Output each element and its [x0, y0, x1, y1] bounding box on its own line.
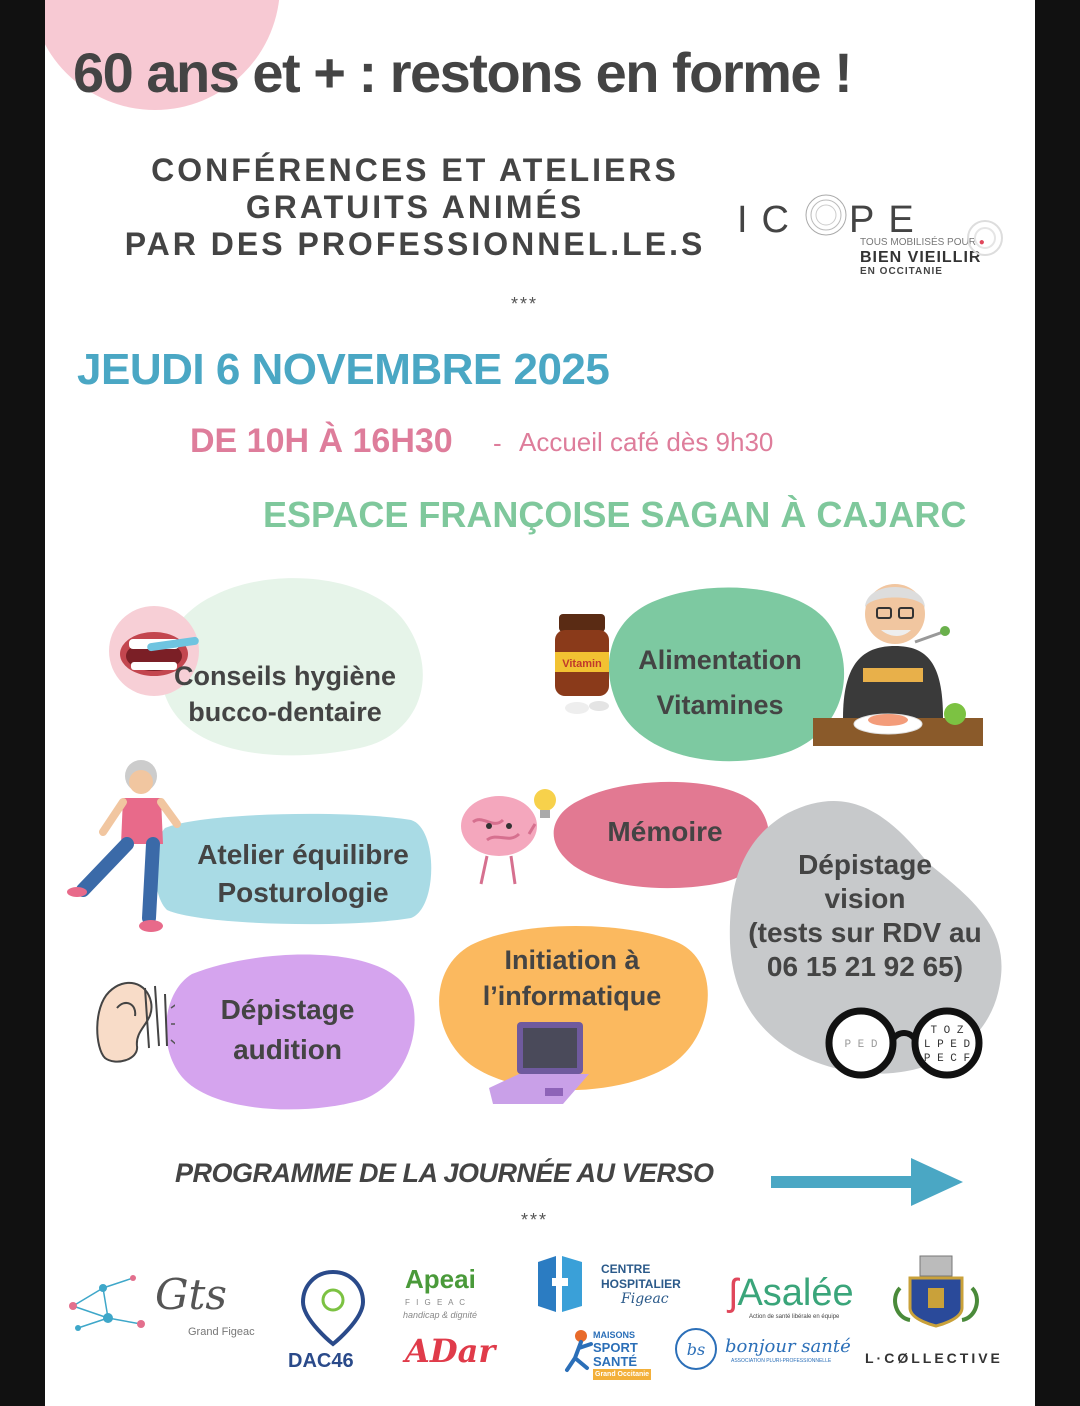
subtitle-line-2: GRATUITS ANIMÉS [245, 189, 585, 225]
msport-line-1: MAISONS [593, 1330, 636, 1340]
vision-line-1: Dépistage [798, 849, 932, 880]
bonjour-sante-logo: bonjour santé [725, 1336, 851, 1357]
ear-hand-icon [75, 968, 175, 1073]
hospital-line-3: Figeac [621, 1291, 669, 1307]
separator-top: *** [511, 294, 539, 314]
welcome-coffee: Accueil café dès 9h30 [519, 427, 774, 457]
gts-logo: Gts [155, 1270, 227, 1319]
subtitle-line-3: PAR DES PROFESSIONNEL.LE.S [124, 226, 706, 262]
hearing-line-2: audition [233, 1034, 342, 1065]
dental-line-2: bucco-dentaire [188, 697, 382, 727]
brain-icon [453, 784, 565, 890]
bonjour-sante-icon [673, 1326, 719, 1372]
icope-name-right: PE [849, 199, 928, 241]
bonjour-sante-tagline: ASSOCIATION PLURI-PROFESSIONNELLE [731, 1358, 832, 1364]
glasses-icon [825, 1005, 983, 1083]
computing-line-1: Initiation à [504, 945, 640, 975]
vision-line-4: 06 15 21 92 65) [766, 951, 964, 982]
icope-tagline-region: EN OCCITANIE [860, 266, 943, 277]
adar-logo: ADar [405, 1332, 496, 1370]
icope-name-left: IC [737, 199, 803, 241]
hearing-line-1: Dépistage [220, 994, 355, 1025]
vision-label [740, 848, 990, 984]
hours-dash: - [493, 428, 502, 458]
event-date: JEUDI 6 NOVEMBRE 2025 [77, 345, 610, 394]
icope-tagline-small: TOUS MOBILISÉS POUR [860, 237, 976, 248]
event-location: ESPACE FRANÇOISE SAGAN À CAJARC [263, 494, 967, 535]
msport-line-3: SANTÉ [593, 1354, 638, 1369]
memory-line-1: Mémoire [607, 816, 723, 847]
asalee-tagline: Action de santé libérale en équipe [749, 1314, 840, 1320]
maisons-sport-sante-logo [593, 1330, 651, 1380]
vitamin-jar-label: Vitamin [562, 658, 602, 670]
apeai-subtitle: F I G E A C [405, 1298, 468, 1307]
separator-bottom: *** [521, 1210, 549, 1230]
nutrition-line-1: Alimentation [638, 645, 802, 675]
page-title: 60 ans et + : restons en forme ! [73, 41, 852, 104]
hospital-line-2: HOSPITALIER [601, 1277, 681, 1291]
nutrition-label [610, 638, 830, 728]
event-hours: DE 10H À 16H30 [190, 422, 453, 460]
icope-logo [737, 192, 928, 242]
svg-text:P E D: P E D [844, 1039, 878, 1051]
dac46-logo: DAC46 [288, 1350, 354, 1372]
balance-label [173, 836, 433, 912]
hospital-logo-icon [528, 1252, 594, 1318]
balance-line-1: Atelier équilibre [197, 839, 409, 870]
dac46-pin-icon [297, 1268, 369, 1348]
program-note: PROGRAMME DE LA JOURNÉE AU VERSO [175, 1158, 714, 1188]
balance-line-2: Posturologie [217, 877, 389, 908]
computing-line-2: l’informatique [482, 981, 662, 1011]
msport-line-2: SPORT [593, 1340, 638, 1355]
hearing-label [170, 990, 405, 1070]
icope-tagline-big: BIEN VIEILLIR [860, 249, 982, 266]
computing-label [441, 942, 703, 1014]
network-logo-icon [63, 1268, 153, 1344]
icope-swirl-icon [965, 218, 1005, 258]
vision-line-3: (tests sur RDV au [748, 917, 982, 948]
dental-label [145, 658, 425, 730]
arrow-right-icon [765, 1152, 969, 1212]
poster [45, 0, 1035, 1406]
apeai-tagline: handicap & dignité [403, 1310, 478, 1320]
subtitle [105, 152, 725, 263]
svg-text:T O Z: T O Z [930, 1025, 964, 1037]
hospital-line-1: CENTRE [601, 1262, 651, 1276]
laptop-icon [485, 1018, 597, 1110]
dental-line-1: Conseils hygiène [173, 661, 397, 691]
svg-text:P E C F: P E C F [923, 1053, 971, 1065]
asalee-name: Asalée [737, 1272, 854, 1314]
apeai-logo: Apeai [405, 1264, 476, 1294]
icope-circle-icon [803, 192, 849, 238]
sport-figure-icon [563, 1328, 593, 1374]
subtitle-line-1: CONFÉRENCES ET ATELIERS [151, 152, 679, 188]
vision-line-2: vision [824, 883, 906, 914]
la-collective-logo: L·CØLLECTIVE [865, 1350, 1003, 1366]
svg-text:L P E D: L P E D [923, 1039, 971, 1051]
gts-subtitle: Grand Figeac [188, 1326, 255, 1338]
senior-eating-icon [803, 568, 983, 750]
cajarc-coat-of-arms-icon [890, 1248, 982, 1328]
msport-tagline: Grand Occitanie [595, 1371, 650, 1378]
icope-tagline: TOUS MOBILISÉS POUR ● BIEN VIEILLIR EN OCCITANIE [860, 237, 985, 277]
svg-text:bs: bs [686, 1340, 706, 1359]
asalee-logo: ʃAsalée [729, 1272, 854, 1314]
hospital-logo [601, 1262, 681, 1307]
nutrition-line-2: Vitamines [656, 690, 784, 720]
woman-balancing-icon [61, 758, 186, 936]
